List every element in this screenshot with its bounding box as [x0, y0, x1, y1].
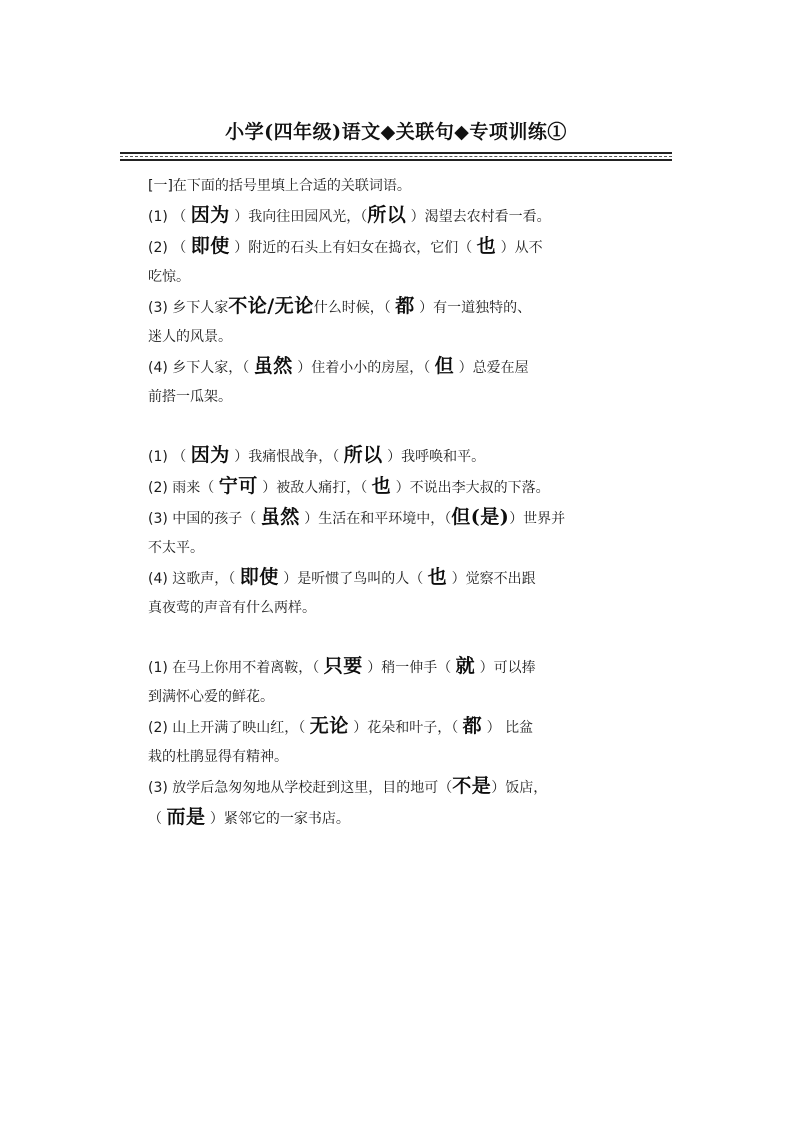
answer: 即使	[239, 566, 279, 588]
answer: 因为	[190, 444, 230, 466]
answer: 都	[462, 715, 483, 737]
question-1-1: (1) （ 因为 ）我向往田园风光，（所以 ）渴望去农村看一看。	[148, 204, 551, 226]
answer: 也	[476, 235, 497, 257]
answer: 但	[434, 355, 455, 377]
question-2-4: (4) 这歌声，（ 即使 ）是听惯了鸟叫的人（ 也 ）觉察不出跟	[148, 566, 536, 588]
question-2-4-cont: 真夜莺的声音有什么两样。	[148, 600, 316, 616]
question-2-3: (3) 中国的孩子（ 虽然 ）生活在和平环境中，（但(是)）世界并	[148, 506, 566, 528]
answer: 就	[455, 655, 476, 677]
question-3-2: (2) 山上开满了映山红，（ 无论 ）花朵和叶子，（ 都 ） 比盆	[148, 715, 534, 737]
question-1-3-cont: 迷人的风景。	[148, 329, 232, 345]
answer: 也	[427, 566, 448, 588]
question-3-1: (1) 在马上你用不着离鞍，（ 只要 ）稍一伸手（ 就 ）可以捧	[148, 655, 536, 677]
answer: 虽然	[253, 355, 293, 377]
spacer	[148, 623, 648, 652]
answer: 因为	[190, 204, 230, 226]
answer: 即使	[190, 235, 230, 257]
answer: 无论	[309, 715, 349, 737]
title-underline	[120, 152, 672, 161]
question-2-3-cont: 不太平。	[148, 540, 204, 556]
question-3-3-cont: （ 而是 ）紧邻它的一家书店。	[148, 806, 350, 828]
answer: 宁可	[218, 475, 258, 497]
answer: 但(是)	[451, 506, 510, 528]
answer: 而是	[166, 806, 206, 828]
answer: 不论/无论	[228, 295, 314, 317]
question-2-1: (1) （ 因为 ）我痛恨战争，（ 所以 ）我呼唤和平。	[148, 444, 486, 466]
exercise-body	[148, 172, 648, 834]
answer: 所以	[367, 204, 407, 226]
spacer	[148, 412, 648, 441]
question-1-4: (4) 乡下人家，（ 虽然 ）住着小小的房屋，（ 但 ）总爱在屋	[148, 355, 529, 377]
answer: 也	[371, 475, 392, 497]
answer: 不是	[452, 775, 492, 797]
answer: 所以	[343, 444, 383, 466]
question-3-1-cont: 到满怀心爱的鲜花。	[148, 689, 274, 705]
question-3-2-cont: 栽的杜鹃显得有精神。	[148, 749, 288, 765]
instruction: [一]在下面的括号里填上合适的关联词语。	[148, 178, 411, 194]
question-1-2-cont: 吃惊。	[148, 269, 190, 285]
question-1-3: (3) 乡下人家不论/无论什么时候，（ 都 ）有一道独特的、	[148, 295, 532, 317]
answer: 虽然	[260, 506, 300, 528]
answer: 只要	[323, 655, 363, 677]
question-1-2: (2) （ 即使 ）附近的石头上有妇女在捣衣，它们（ 也 ）从不	[148, 235, 543, 257]
question-1-4-cont: 前搭一瓜架。	[148, 389, 232, 405]
question-3-3: (3) 放学后急匆匆地从学校赶到这里，目的地可（不是）饭店，	[148, 775, 548, 797]
page-title: 小学(四年级)语文◆关联句◆专项训练①	[225, 121, 567, 143]
answer: 都	[395, 295, 415, 317]
question-2-2: (2) 雨来（ 宁可 ）被敌人痛打，（ 也 ）不说出李大叔的下落。	[148, 475, 550, 497]
